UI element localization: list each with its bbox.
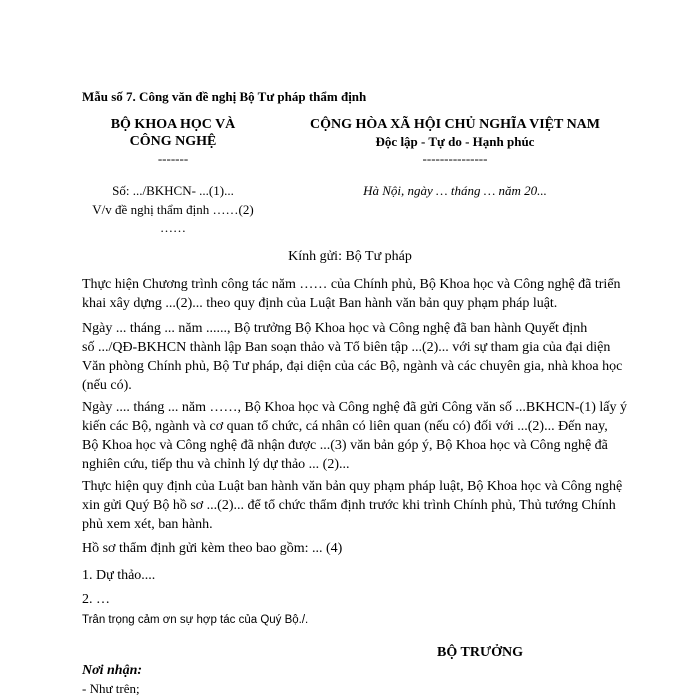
- place-and-date: Hà Nội, ngày … tháng … năm 20...: [363, 183, 547, 198]
- paragraph-line: nghiên cứu, tiếp thu và chỉnh lý dự thảo ... (2)...: [82, 457, 350, 472]
- document-subject: V/v đề nghị thẩm định ……(2): [92, 202, 254, 217]
- paragraph-line: phủ xem xét, ban hành.: [82, 517, 213, 532]
- paragraph-line: Văn phòng Chính phủ, Bộ Tư pháp, đại diện của các Bộ, ngành và các chuyên gia, nhà khoa học: [82, 359, 623, 374]
- agency-name-line1: BỘ KHOA HỌC VÀ: [110, 117, 236, 132]
- recipient-item: - Như trên;: [82, 681, 140, 696]
- national-title: CỘNG HÒA XÃ HỘI CHỦ NGHĨA VIỆT NAM: [309, 117, 600, 132]
- paragraph-line: Thực hiện Chương trình công tác năm …… của Chính phủ, Bộ Khoa học và Công nghệ đã triển: [82, 277, 621, 292]
- paragraph-line: (nếu có).: [82, 378, 132, 393]
- closing-thanks: Trân trọng cảm ơn sự hợp tác của Quý Bộ./.: [82, 614, 309, 626]
- paragraph-line: kiến các Bộ, ngành và cơ quan tổ chức, cá nhân có liên quan (nếu có) đối với ...(2)... Đến nay,: [82, 419, 608, 434]
- paragraph-line: Bộ Khoa học và Công nghệ đã nhận được ...(3) văn bản góp ý, Bộ Khoa học và Công nghệ đã: [82, 438, 608, 453]
- paragraph-line: số .../QĐ-BKHCN thành lập Ban soạn thảo và Tổ biên tập ...(2)... với sự tham gia của đại diện: [82, 340, 611, 355]
- document-number: Số: .../BKHCN- ...(1)...: [112, 183, 234, 198]
- body-paragraph-2: [82, 319, 622, 395]
- recipients-label: Nơi nhận:: [82, 663, 143, 678]
- list-item: 2. …: [82, 592, 110, 607]
- subject-continuation: ……: [160, 220, 186, 235]
- paragraph-line: Ngày ... tháng ... năm ......, Bộ trưởng Bộ Khoa học và Công nghệ đã ban hành Quyết định: [82, 321, 588, 336]
- paragraph-line: Thực hiện quy định của Luật ban hành văn bản quy phạm pháp luật, Bộ Khoa học và Công nghệ: [82, 479, 623, 494]
- paragraph-line: Ngày .... tháng ... năm ……, Bộ Khoa học và Công nghệ đã gửi Công văn số ...BKHCN-(1) lấy ý: [82, 400, 627, 415]
- form-title: Mẫu số 7. Công văn đề nghị Bộ Tư pháp thẩm định: [82, 89, 367, 104]
- paragraph-line: khai xây dựng ...(2)... theo quy định của Luật Ban hành văn bản quy phạm pháp luật.: [82, 296, 558, 311]
- body-paragraph-3: [82, 398, 627, 474]
- attachments-intro: Hồ sơ thẩm định gửi kèm theo bao gồm: ... (4): [82, 541, 343, 556]
- agency-separator: -------: [157, 151, 189, 166]
- motto-separator: ---------------: [422, 151, 488, 166]
- national-motto: Độc lập - Tự do - Hạnh phúc: [375, 134, 535, 149]
- agency-name-line2: CÔNG NGHỆ: [129, 134, 217, 149]
- paragraph-line: xin gửi Quý Bộ hồ sơ ...(2)... để tổ chức thẩm định trước khi trình Chính phủ, Thủ tướng Chính: [82, 498, 616, 513]
- recipient-line: Kính gửi: Bộ Tư pháp: [288, 249, 412, 264]
- body-paragraph-1: [82, 275, 621, 313]
- body-paragraph-4: [82, 477, 622, 534]
- list-item: 1. Dự thảo....: [82, 568, 156, 583]
- signature-title: BỘ TRƯỞNG: [437, 645, 523, 660]
